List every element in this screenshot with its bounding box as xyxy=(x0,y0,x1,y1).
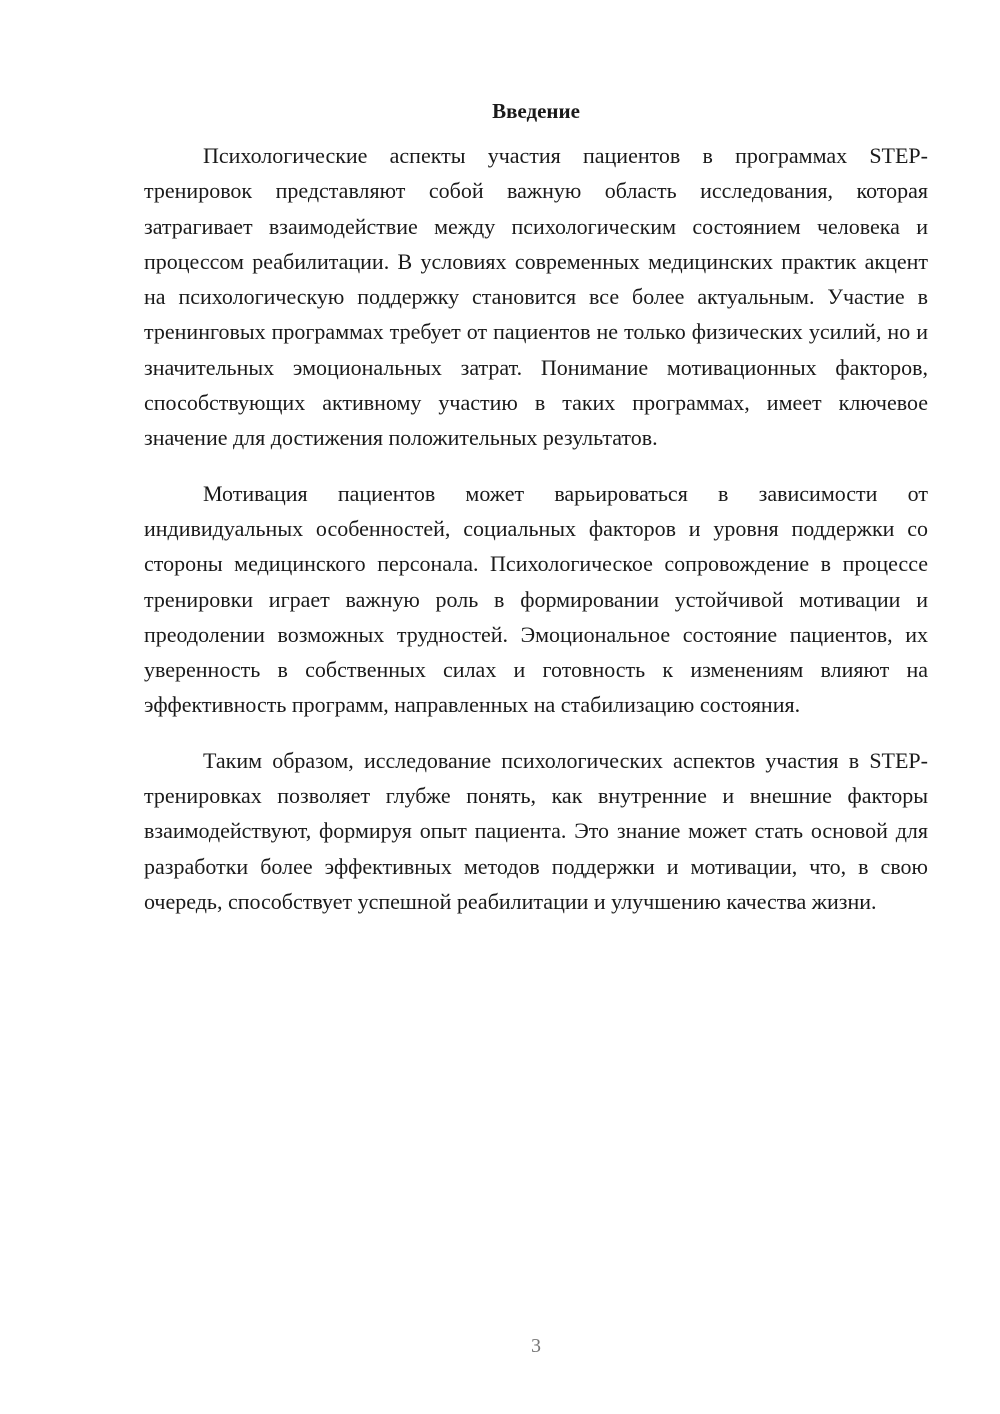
paragraph-2: Мотивация пациентов может варьироваться в зависимости от индивидуальных особенностей, социальных факторов и уровня поддержки со стороны медицинского персонала. Психологическое сопровождение в процессе тренировки играет важную роль в формировании устойчивой мотивации и преодолении возможных трудностей. Эмоциональное состояние пациентов, их уверенность в собственных силах и готовность к изменениям влияют на эффективность программ, направленных на стабилизацию состояния. xyxy=(144,480,928,718)
paragraph-1: Психологические аспекты участия пациентов в программах STEP-тренировок представляют собой важную область исследования, которая затрагивает взаимодействие между психологическим состоянием человека и процессом реабилитации. В условиях современных медицинских практик акцент на психологическую поддержку становится все более актуальным. Участие в тренинговых программах требует от пациентов не только физических усилий, но и значительных эмоциональных затрат. Понимание мотивационных факторов, способствующих активному участию в таких программах, имеет ключевое значение для достижения положительных результатов. xyxy=(144,143,928,451)
paragraph-3: Таким образом, исследование психологических аспектов участия в STEP-тренировках позволяет глубже понять, как внутренние и внешние факторы взаимодействуют, формируя опыт пациента. Это знание может стать основой для разработки более эффективных методов поддержки и мотивации, что, в свою очередь, способствует успешной реабилитации и улучшению качества жизни. xyxy=(144,747,928,914)
document-body xyxy=(144,96,928,939)
page-number: 3 xyxy=(531,1335,541,1357)
section-heading: Введение xyxy=(492,99,580,123)
